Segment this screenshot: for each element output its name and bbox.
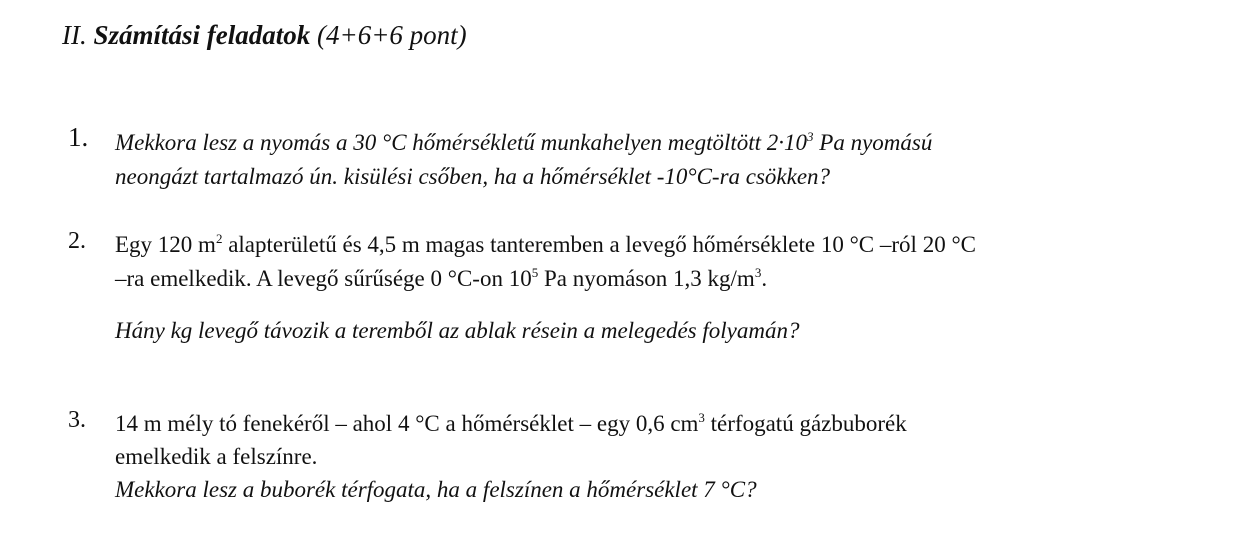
problem-1-line-2: neongázt tartalmazó ún. kisülési csőben, ha a hőmérséklet -10°C-ra csökken? (115, 164, 831, 189)
section-title: Számítási feladatok (93, 20, 311, 50)
problem-3-number: 3. (68, 407, 86, 433)
problem-3-line-2: emelkedik a felszínre. (115, 444, 318, 469)
problem-2-question: Hány kg levegő távozik a teremből az ablak résein a melegedés folyamán? (115, 318, 800, 343)
problem-2-line-1: Egy 120 $m^2$ alapterületű és 4,5 m magas tanteremben a levegő hőmérséklete 10 °C –ról 20 °C (115, 231, 976, 257)
problem-3-question: Mekkora lesz a buborék térfogata, ha a felszínen a hőmérséklet 7 °C? (115, 477, 757, 502)
section-heading (62, 20, 467, 51)
problem-1-line-1: Mekkora lesz a nyomás a 30 °C hőmérsékletű munkahelyen megtöltött $2\cdot 10^3$ Pa nyomású (115, 129, 933, 155)
section-numeral: II. (62, 20, 87, 50)
problem-3-line-1: 14 m mély tó fenekéről – ahol 4 °C a hőmérséklet – egy 0,6 $cm^3$ térfogatú gázbuborék (115, 410, 907, 436)
problem-1-number: 1. (68, 122, 89, 152)
section-points: (4+6+6 pont) (317, 20, 467, 50)
problem-2-line-2: –ra emelkedik. A levegő sűrűsége 0 °C-on $10^5$ Pa nyomáson 1,3 $kg/m^3$. (115, 265, 768, 291)
problem-2-number: 2. (68, 228, 86, 254)
